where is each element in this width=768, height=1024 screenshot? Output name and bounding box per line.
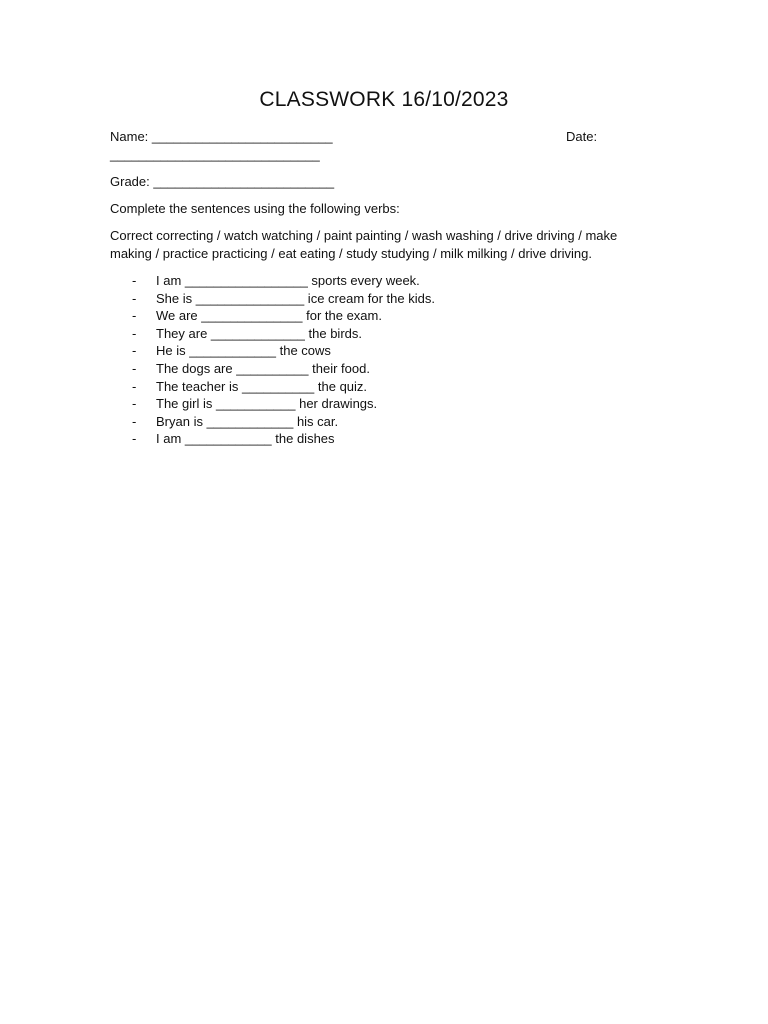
list-item: [110, 413, 339, 431]
bullet-dash: -: [132, 290, 137, 306]
sentence-text: The teacher is __________ the quiz.: [156, 378, 368, 394]
list-item: [110, 360, 370, 378]
sentence-text: We are ______________ for the exam.: [156, 308, 382, 324]
bullet-dash: -: [132, 325, 137, 341]
list-item: [110, 395, 378, 413]
sentence-text: The dogs are __________ their food.: [156, 360, 370, 376]
bullet-dash: -: [132, 308, 137, 324]
sentence-text: The girl is ___________ her drawings.: [156, 396, 378, 412]
grade-field: Grade: _________________________: [110, 174, 335, 189]
name-field: Name: _________________________: [110, 129, 333, 144]
sentence-text: He is ____________ the cows: [156, 343, 331, 359]
list-item: [110, 378, 368, 396]
bullet-dash: -: [132, 343, 137, 359]
bullet-dash: -: [132, 431, 137, 447]
sentence-text: I am _________________ sports every week.: [156, 273, 420, 288]
list-item: [110, 342, 331, 360]
bullet-dash: -: [132, 378, 137, 394]
page-title: CLASSWORK 16/10/2023: [259, 88, 509, 111]
date-blank: _____________________________: [110, 147, 320, 162]
bullet-dash: -: [132, 360, 137, 376]
list-item: [110, 307, 382, 325]
list-item: [110, 290, 435, 308]
bullet-dash: -: [132, 413, 137, 429]
sentence-list: [110, 272, 435, 448]
bullet-dash: -: [132, 273, 137, 288]
sentence-text: Bryan is ____________ his car.: [156, 413, 339, 429]
sentence-text: They are _____________ the birds.: [156, 325, 362, 341]
list-item: [110, 272, 420, 290]
sentence-text: I am ____________ the dishes: [156, 431, 335, 447]
sentence-text: She is _______________ ice cream for the kids.: [156, 290, 435, 306]
instructions-text: Complete the sentences using the following verbs:: [110, 201, 400, 216]
date-label: Date:: [566, 129, 598, 144]
verb-list: Correct correcting / watch watching / paint painting / wash washing / drive driving / make making / practice practicing / eat eating / study studying / milk milking / drive driving.: [110, 228, 618, 261]
list-item: [110, 430, 335, 448]
list-item: [110, 325, 362, 343]
bullet-dash: -: [132, 396, 137, 412]
